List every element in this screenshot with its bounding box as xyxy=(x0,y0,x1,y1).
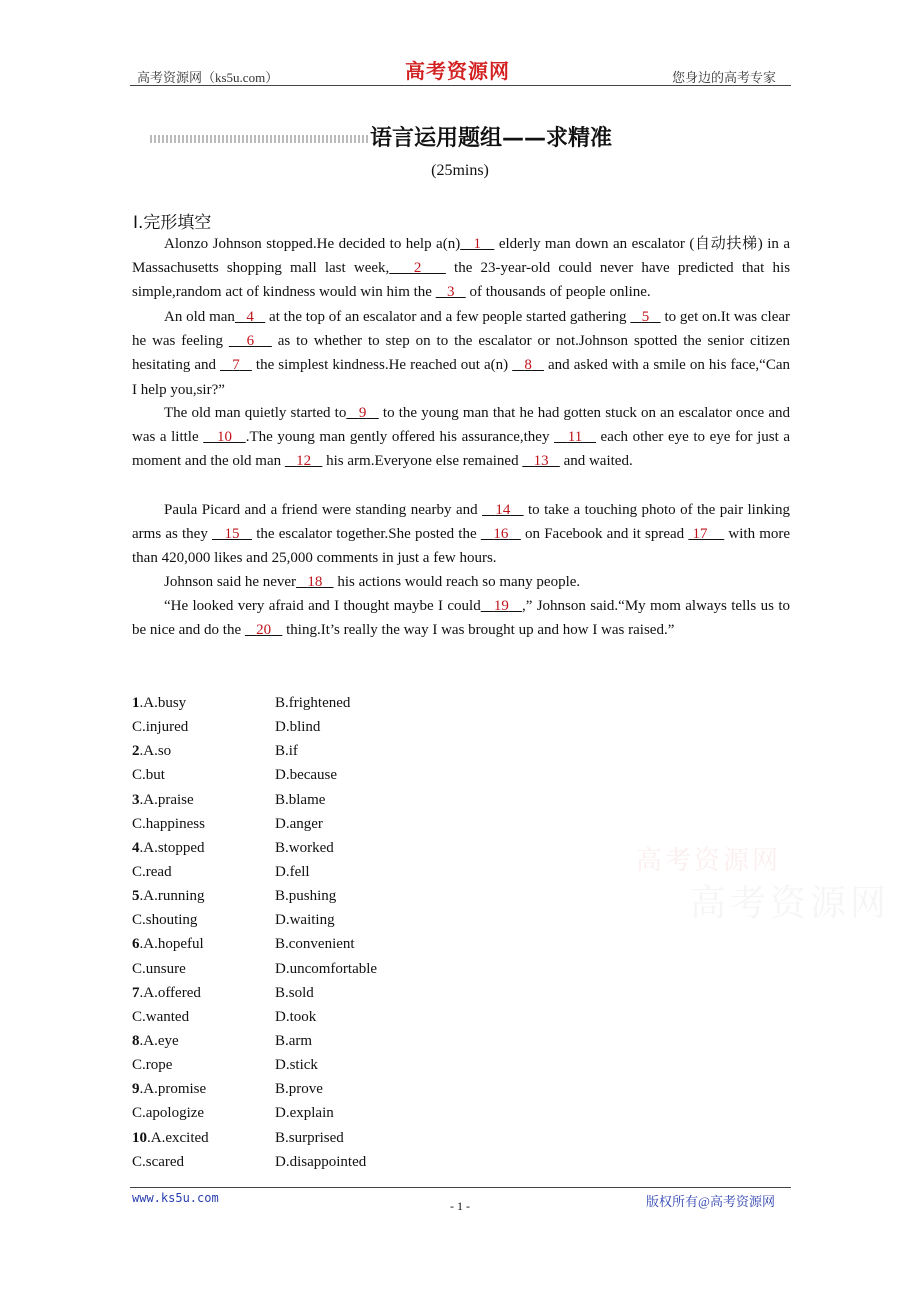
answer-options xyxy=(132,691,532,1174)
blank-7: 7 xyxy=(232,357,240,374)
option-row: C.injured D.blind xyxy=(132,719,321,736)
option-row: 7.A.offered B.sold xyxy=(132,984,314,1001)
page-number: - 1 - xyxy=(450,1199,470,1213)
option-row: 8.A.eye B.arm xyxy=(132,1032,313,1049)
option-row: C.happiness D.anger xyxy=(132,815,323,832)
page-title: 语言运用题组——求精准 xyxy=(370,126,613,151)
watermark: 高考资源网 xyxy=(636,846,782,876)
header-site-name: 高考资源网（ks5u.com） xyxy=(137,70,279,85)
option-row: 9.A.promise B.prove xyxy=(132,1081,323,1098)
header-logo: 高考资源网 xyxy=(405,59,510,83)
option-row: C.scared D.disappointed xyxy=(132,1153,367,1170)
footer-url-link[interactable]: www.ks5u.com xyxy=(132,1191,219,1205)
blank-11: 11 xyxy=(567,429,583,446)
blank-3: 3 xyxy=(446,284,455,301)
option-row: 10.A.excited B.surprised xyxy=(132,1129,344,1146)
option-row: C.but D.because xyxy=(132,767,338,784)
blank-2: 2 xyxy=(413,260,422,277)
header-divider xyxy=(130,85,791,86)
option-row: C.unsure D.uncomfortable xyxy=(132,960,378,977)
option-row: C.shouting D.waiting xyxy=(132,912,335,929)
section-heading: Ⅰ.完形填空 xyxy=(133,213,212,233)
footer-copyright: 版权所有@高考资源网 xyxy=(646,1194,775,1209)
blank-16: 16 xyxy=(493,526,509,543)
option-row: 1.A.busy B.frightened xyxy=(132,695,351,711)
blank-19: 19 xyxy=(493,598,509,614)
passage-paragraph-2: An old man 4 at the top of an escalator and a few people started gathering 5 to get on.It was clear he was feeling 6 as to whether to step on to the escalator or not.Johnson spotted the senior citizen hesitating and 7 the simplest kindness.He reached out a(n) 8 and asked with a smile on his face,“Can I help you,sir?” xyxy=(132,309,791,398)
option-row: 3.A.praise B.blame xyxy=(132,791,326,808)
option-row: 4.A.stopped B.worked xyxy=(132,839,334,856)
watermark: 高考资源网 xyxy=(690,883,891,924)
passage-paragraph-6: “He looked very afraid and I thought maybe I could 19 ,” Johnson said.“My mom always tells us to be nice and do the 20 thing.It’s really the way I was brought up and how I was raised.” xyxy=(132,598,791,639)
footer-divider xyxy=(130,1187,791,1188)
header-slogan: 您身边的高考专家 xyxy=(672,70,777,85)
blank-14: 14 xyxy=(495,502,511,518)
blank-13: 13 xyxy=(533,453,549,470)
blank-6: 6 xyxy=(246,333,255,350)
passage-paragraph-1: Alonzo Johnson stopped.He decided to help a(n) 1 elderly man down an escalator (自动扶梯) in a Massachusetts shopping mall last week, 2 the 23-year-old could never have predicted that his simple,random act of kindness would win him the 3 of thousands of people online. xyxy=(132,236,791,301)
blank-17: 17 xyxy=(692,526,708,543)
blank-20: 20 xyxy=(256,622,272,639)
blank-9: 9 xyxy=(358,405,367,421)
passage-paragraph-4: Paula Picard and a friend were standing nearby and 14 to take a touching photo of the pair linking arms as they 15 the escalator together.She posted the 16 on Facebook and it spread 17 with more than 420,000 likes and 25,000 comments in just a few hours. xyxy=(132,502,791,567)
blank-15: 15 xyxy=(224,526,240,543)
option-row: C.rope D.stick xyxy=(132,1057,318,1074)
option-row: C.apologize D.explain xyxy=(132,1105,334,1122)
passage-paragraph-5: Johnson said he never 18 his actions would reach so many people. xyxy=(164,574,581,590)
blank-8: 8 xyxy=(524,357,532,374)
option-row: 6.A.hopeful B.convenient xyxy=(132,936,355,953)
blank-10: 10 xyxy=(216,429,232,446)
passage-paragraph-3: The old man quietly started to 9 to the young man that he had gotten stuck on an escalator once and was a little 10 .The young man gently offered his assurance,they 11 each other eye to eye for just a moment and the old man 12 his arm.Everyone else remained 13 and waited. xyxy=(132,405,791,470)
blank-18: 18 xyxy=(307,574,323,590)
option-row: C.read D.fell xyxy=(132,863,310,880)
title-decoration xyxy=(150,135,368,143)
page-subtitle: (25mins) xyxy=(431,162,489,179)
option-row: C.wanted D.took xyxy=(132,1008,317,1025)
blank-1: 1 xyxy=(473,236,482,252)
blank-12: 12 xyxy=(296,453,312,470)
option-row: 5.A.running B.pushing xyxy=(132,888,337,905)
blank-4: 4 xyxy=(246,309,254,325)
option-row: 2.A.so B.if xyxy=(132,743,298,760)
blank-5: 5 xyxy=(641,309,650,325)
